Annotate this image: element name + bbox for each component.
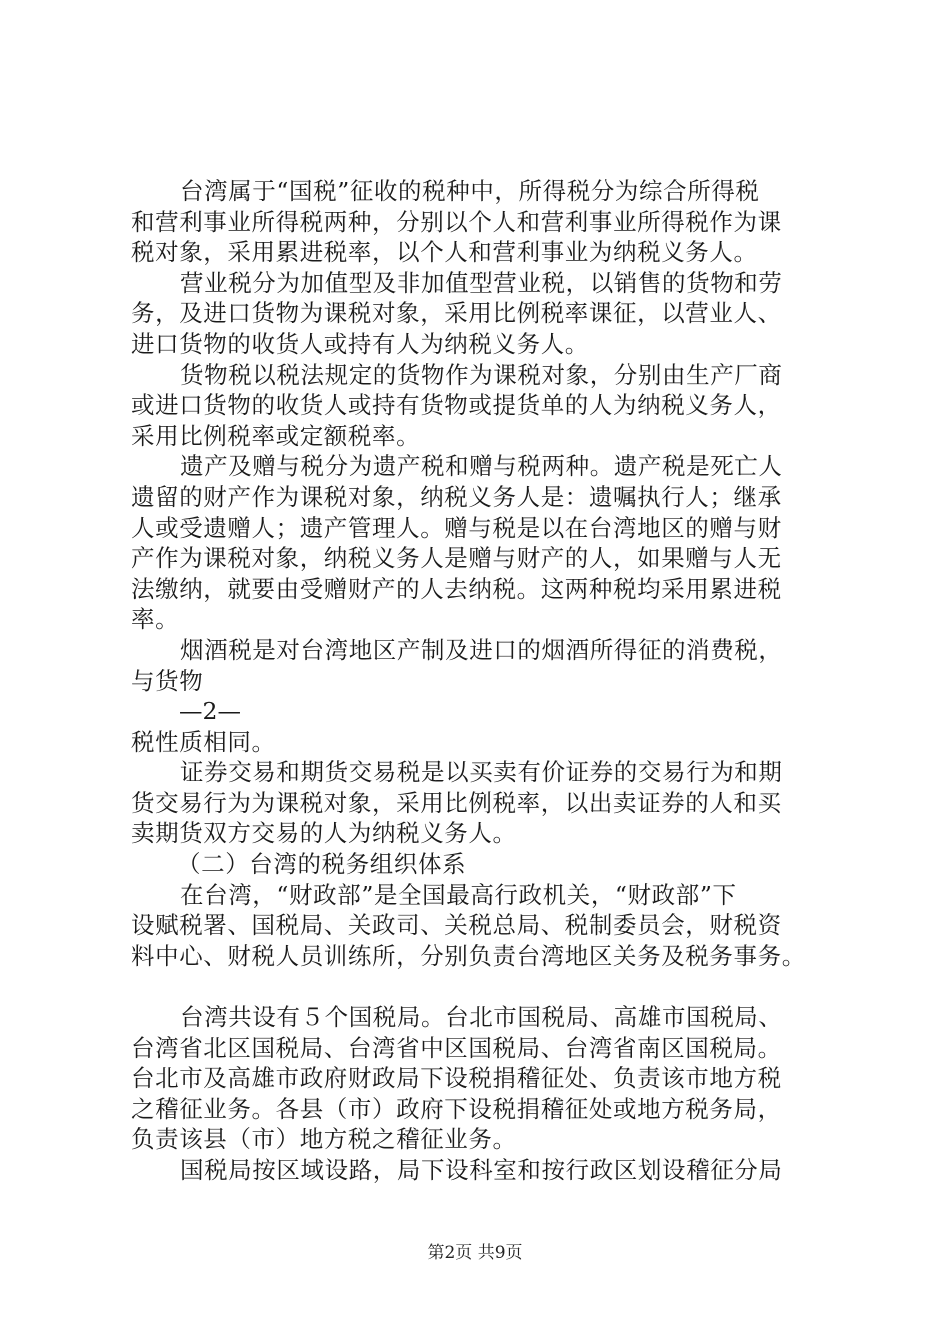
paragraph-line: 设赋税署、国税局、关政司、关税总局、税制委员会，财税资 bbox=[131, 911, 782, 940]
paragraph-line: 货交易行为为课税对象，采用比例税率，以出卖证券的人和买 bbox=[131, 788, 782, 817]
paragraph-line: 税性质相同。 bbox=[131, 727, 276, 756]
paragraph-first-line: 遗产及赠与税分为遗产税和赠与税两种。遗产税是死亡人 bbox=[180, 452, 783, 481]
paragraph-first-line: 货物税以税法规定的货物作为课税对象，分别由生产厂商 bbox=[180, 360, 783, 389]
paragraph-line: 产作为课税对象，纳税义务人是赠与财产的人，如果赠与人无 bbox=[131, 544, 782, 573]
blank-line bbox=[131, 971, 851, 1002]
paragraph-line: 人或受遗赠人；遗产管理人。赠与税是以在台湾地区的赠与财 bbox=[131, 513, 782, 542]
paragraph-line: 之稽征业务。各县（市）政府下设税捐稽征处或地方税务局， bbox=[131, 1094, 782, 1123]
paragraph-first-line: 台湾属于“国税”征收的税种中，所得税分为综合所得税 bbox=[180, 177, 760, 205]
paragraph-line: 台北市及高雄市政府财政局下设税捐稽征处、负责该市地方税 bbox=[131, 1064, 782, 1093]
paragraph-first-line: 烟酒税是对台湾地区产制及进口的烟酒所得征的消费税， bbox=[180, 635, 783, 664]
paragraph-line: 采用比例税率或定额税率。 bbox=[131, 421, 421, 450]
paragraph-line: 料中心、财税人员训练所，分别负责台湾地区关务及税务事务。 bbox=[131, 941, 806, 970]
paragraph-line: 率。 bbox=[131, 605, 180, 634]
paragraph-line: 负责该县（市）地方税之稽征业务。 bbox=[131, 1125, 517, 1154]
paragraph-line: 遗留的财产作为课税对象，纳税义务人是：遗嘱执行人；继承 bbox=[131, 482, 782, 511]
paragraph-line: 卖期货双方交易的人为纳税义务人。 bbox=[131, 819, 517, 848]
inline-page-marker: —2— bbox=[179, 697, 241, 726]
paragraph-line: 或进口货物的收货人或持有货物或提货单的人为纳税义务人， bbox=[131, 391, 782, 420]
paragraph-line: 和营利事业所得税两种，分别以个人和营利事业所得税作为课 bbox=[131, 207, 782, 236]
paragraph-line: 与货物 bbox=[131, 666, 204, 695]
paragraph-line: 法缴纳，就要由受赠财产的人去纳税。这两种税均采用累进税 bbox=[131, 574, 782, 603]
page-footer: 第2页 共9页 bbox=[427, 1243, 523, 1263]
paragraph-line: 务，及进口货物为课税对象，采用比例税率课征，以营业人、 bbox=[131, 299, 782, 328]
paragraph-first-line: 台湾共设有５个国税局。台北市国税局、高雄市国税局、 bbox=[180, 1003, 783, 1032]
paragraph-first-line: 证券交易和期货交易税是以买卖有价证券的交易行为和期 bbox=[180, 758, 783, 787]
paragraph-line: 台湾省北区国税局、台湾省中区国税局、台湾省南区国税局。 bbox=[131, 1033, 782, 1062]
section-heading: （二）台湾的税务组织体系 bbox=[177, 850, 467, 879]
paragraph-first-line: 营业税分为加值型及非加值型营业税，以销售的货物和劳 bbox=[180, 268, 783, 297]
paragraph-first-line: 国税局按区域设路，局下设科室和按行政区划设稽征分局 bbox=[180, 1156, 783, 1184]
paragraph-line: 进口货物的收货人或持有人为纳税义务人。 bbox=[131, 329, 589, 358]
paragraph-line: 税对象，采用累进税率，以个人和营利事业为纳税义务人。 bbox=[131, 238, 758, 267]
paragraph-first-line: 在台湾，“财政部”是全国最高行政机关，“财政部”下 bbox=[180, 880, 737, 909]
document-body bbox=[131, 176, 851, 1186]
